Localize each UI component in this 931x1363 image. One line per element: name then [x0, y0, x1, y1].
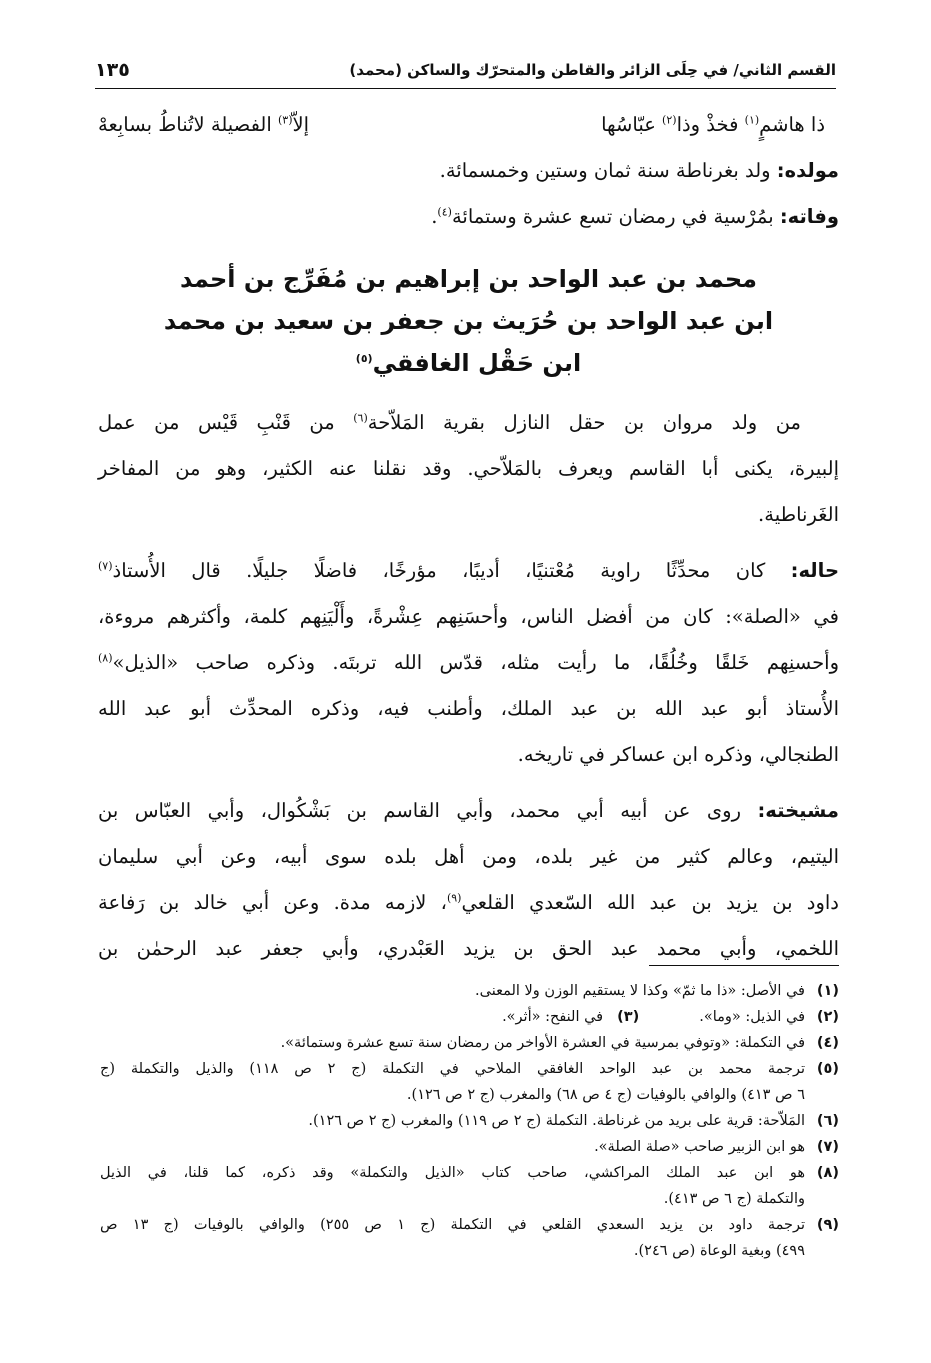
footnote-line: المَلاّحة: قرية على بريد من غرناطة. التكملة (ج ٢ ص ١١٩) والمغرب (ج ٢ ص ١٢٦). — [308, 1113, 805, 1129]
death-text: بمُرْسية في رمضان تسع عشرة وستمائة — [451, 205, 774, 228]
header-title: القسم الثاني/ في حِلَى الزائر والقاطن والمتحرّك والساكن (محمد) — [349, 61, 836, 79]
birth-label: مولده: — [776, 159, 839, 182]
footnote-line: والتكملة (ج ٦ ص ٤١٣). — [663, 1191, 805, 1207]
line-text: روى عن أبيه أبي محمد، وأبي القاسم بن بَشْكُوال، وأبي العبّاس بن — [98, 799, 741, 822]
line-text: ، لازمه مدة. وعن أبي خالد بن رَفاعة — [98, 891, 447, 914]
footnote-number: (١) — [816, 983, 839, 999]
footnote-item — [100, 1108, 839, 1134]
footnote-line-text: في النفح: «أثر». — [502, 1009, 604, 1025]
line-text: من ولد مروان بن حقل النازل بقرية المَلاّحة — [367, 411, 801, 434]
poem-verse — [98, 102, 839, 148]
line-text: وأحسنِهم خَلقًا وخُلُقًا، ما رأيت مثله، قدّس الله تربتَه. وذكره صاحب «الذيل» — [112, 651, 839, 674]
footnote-number: (٤) — [816, 1035, 839, 1051]
footnote-ref[interactable]: (٦) — [353, 411, 368, 425]
footnote-line: ترجمة داود بن يزيد السعدي القلعي في التكملة (ج ١ ص ٢٥٥) والوافي بالوفيات (ج ١٣ ص — [100, 1217, 805, 1233]
footnote-line — [100, 1004, 805, 1030]
footnote-ref[interactable]: (٨) — [98, 651, 113, 665]
title-line-2: ابن عبد الواحد بن حُرَيث بن جعفر بن سعيد بن محمد — [163, 307, 774, 335]
verse-first-hemistich — [601, 102, 825, 148]
intro-paragraph — [98, 400, 839, 538]
footnote-ref[interactable]: (٢) — [662, 113, 677, 127]
footnote-line: هو ابن عبد الملك المراكشي، صاحب كتاب «الذيل والتكملة» وقد ذكره، كما قلنا، في الذيل — [100, 1165, 805, 1181]
paragraph-line: في «الصلة»: كان من أفضل الناس، وأحسَنِهم عِشْرةً، وأَلْيَنِهم كلمة، وأكثرهم مروءة، — [98, 605, 839, 628]
footnote-ref[interactable]: (٤) — [437, 205, 452, 219]
paragraph-line: اليتيم، وعالم كثير من غير بلده، ومن أهل بلده سوى أبيه، وعن أبي سليمان — [98, 845, 839, 868]
footnote-text — [100, 1108, 805, 1134]
footnote-text — [100, 1134, 805, 1160]
sheikhs-paragraph — [98, 788, 839, 972]
sheikhs-label: مشيخته: — [757, 799, 839, 822]
footnote-text — [100, 1160, 805, 1212]
paragraph-line — [98, 788, 839, 834]
line-text: كان محدِّثًا راوية مُعْتنيًا، أديبًا، مؤرخًا، فاضلًا جليلًا. قال الأُستاذ — [112, 559, 766, 582]
verse-text: ذا هاشمٍ — [759, 113, 825, 136]
paragraph-line: الأُستاذ أبو عبد الله بن عبد الملك، وأطنب فيه، وذكره المحدِّث أبو عبد الله — [98, 697, 839, 720]
footnote-text — [100, 1030, 805, 1056]
title-text: ابن حَقْل الغافقي — [372, 349, 582, 377]
verse-text: فخذْ وذا — [676, 113, 739, 136]
verse-text: عبّاسُها — [601, 113, 656, 136]
footnote-item — [100, 1160, 839, 1212]
paragraph-line — [98, 400, 839, 446]
footnote-ref[interactable]: (٩) — [446, 891, 462, 905]
footnote-number: (٦) — [816, 1113, 839, 1129]
footnote-item — [100, 1030, 839, 1056]
footnote-item — [100, 1004, 839, 1030]
death-end: . — [431, 205, 438, 228]
verse-second-hemistich — [98, 102, 309, 148]
footnote-line: ٦ ص ٤١٣) والوافي بالوفيات (ج ٤ ص ٦٨) والمغرب (ج ٢ ص ١٢٦). — [406, 1087, 805, 1103]
footnote-ref[interactable]: (١) — [744, 113, 760, 127]
line-text: من قَنْبِ قَيْس من عمل — [98, 411, 335, 434]
title-line-1: محمد بن عبد الواحد بن إبراهيم بن مُفَرِّج بن أحمد — [180, 265, 757, 293]
footnote-ref[interactable]: (٣) — [278, 113, 293, 127]
footnote-line: هو ابن الزبير صاحب «صلة الصلة». — [594, 1139, 805, 1155]
footnote-text — [100, 978, 805, 1004]
footnote-separator — [649, 965, 839, 966]
footnote-item — [100, 978, 839, 1004]
footnote-line: في التكملة: «وتوفي بمرسية في العشرة الأواخر من رمضان سنة تسع عشرة وستمائة». — [280, 1035, 805, 1051]
paragraph-line: الطنجالي، وذكره ابن عساكر في تاريخه. — [517, 743, 839, 766]
biography-title — [98, 258, 839, 384]
paragraph-line — [98, 880, 839, 926]
footnote-text — [100, 1212, 805, 1264]
footnote-number: (٧) — [816, 1139, 839, 1155]
state-label: حاله: — [790, 559, 839, 582]
footnote-line: ترجمة محمد بن عبد الواحد الغافقي الملاحي في التكملة (ج ٢ ص ١١٨) والذيل والتكملة (ج — [100, 1061, 805, 1077]
footnote-number: (٨) — [816, 1165, 839, 1181]
line-text: داود بن يزيد بن عبد الله السّعدي القلعي — [461, 891, 839, 914]
footnote-number: (٣) — [617, 1009, 640, 1025]
footnote-item — [100, 1212, 839, 1264]
verse-text: إلاّ — [292, 113, 310, 136]
paragraph-line — [98, 640, 839, 686]
running-header — [95, 52, 836, 89]
main-text — [98, 102, 839, 972]
footnote-number: (٢) — [816, 1009, 839, 1025]
birth-text: ولد بغرناطة سنة ثمان وستين وخمسمائة. — [439, 159, 771, 182]
footnote-line: في الأصل: «ذا ما ثمّ» وكذا لا يستقيم الوزن ولا المعنى. — [475, 983, 805, 999]
page-number: ١٣٥ — [95, 59, 130, 81]
death-label: وفاته: — [779, 205, 839, 228]
paragraph-line: إلبيرة، يكنى أبا القاسم ويعرف بالمَلاّحي. وقد نقلنا عنه الكثير، وهو من المفاخر — [98, 457, 839, 480]
footnote-item — [100, 1056, 839, 1108]
title-line-3 — [98, 342, 839, 384]
paragraph-line — [98, 548, 839, 594]
death-line — [98, 194, 839, 240]
footnote-ref[interactable]: (٧) — [98, 559, 113, 573]
footnote-item — [100, 1134, 839, 1160]
paragraph-line: اللخمي، وأبي محمد عبد الحق بن يزيد العَبْدري، وأبي جعفر عبد الرحمٰن بن — [98, 937, 839, 960]
footnote-text — [100, 1004, 805, 1030]
footnote-ref[interactable]: (٥) — [355, 352, 373, 365]
footnote-text — [100, 1056, 805, 1108]
footnote-number: (٩) — [816, 1217, 839, 1233]
footnotes — [100, 978, 839, 1264]
paragraph-line: الغَرناطية. — [758, 503, 839, 526]
footnote-number: (٥) — [816, 1061, 839, 1077]
footnote-line-text: في الذيل: «وما». — [699, 1009, 805, 1025]
verse-text: الفصيلة لاتُناطُ بسابِعهْ — [98, 113, 272, 136]
birth-line — [98, 148, 839, 194]
state-paragraph — [98, 548, 839, 778]
footnote-line: ٤٩٩) وبغية الوعاة (ص ٢٤٦). — [633, 1243, 805, 1259]
